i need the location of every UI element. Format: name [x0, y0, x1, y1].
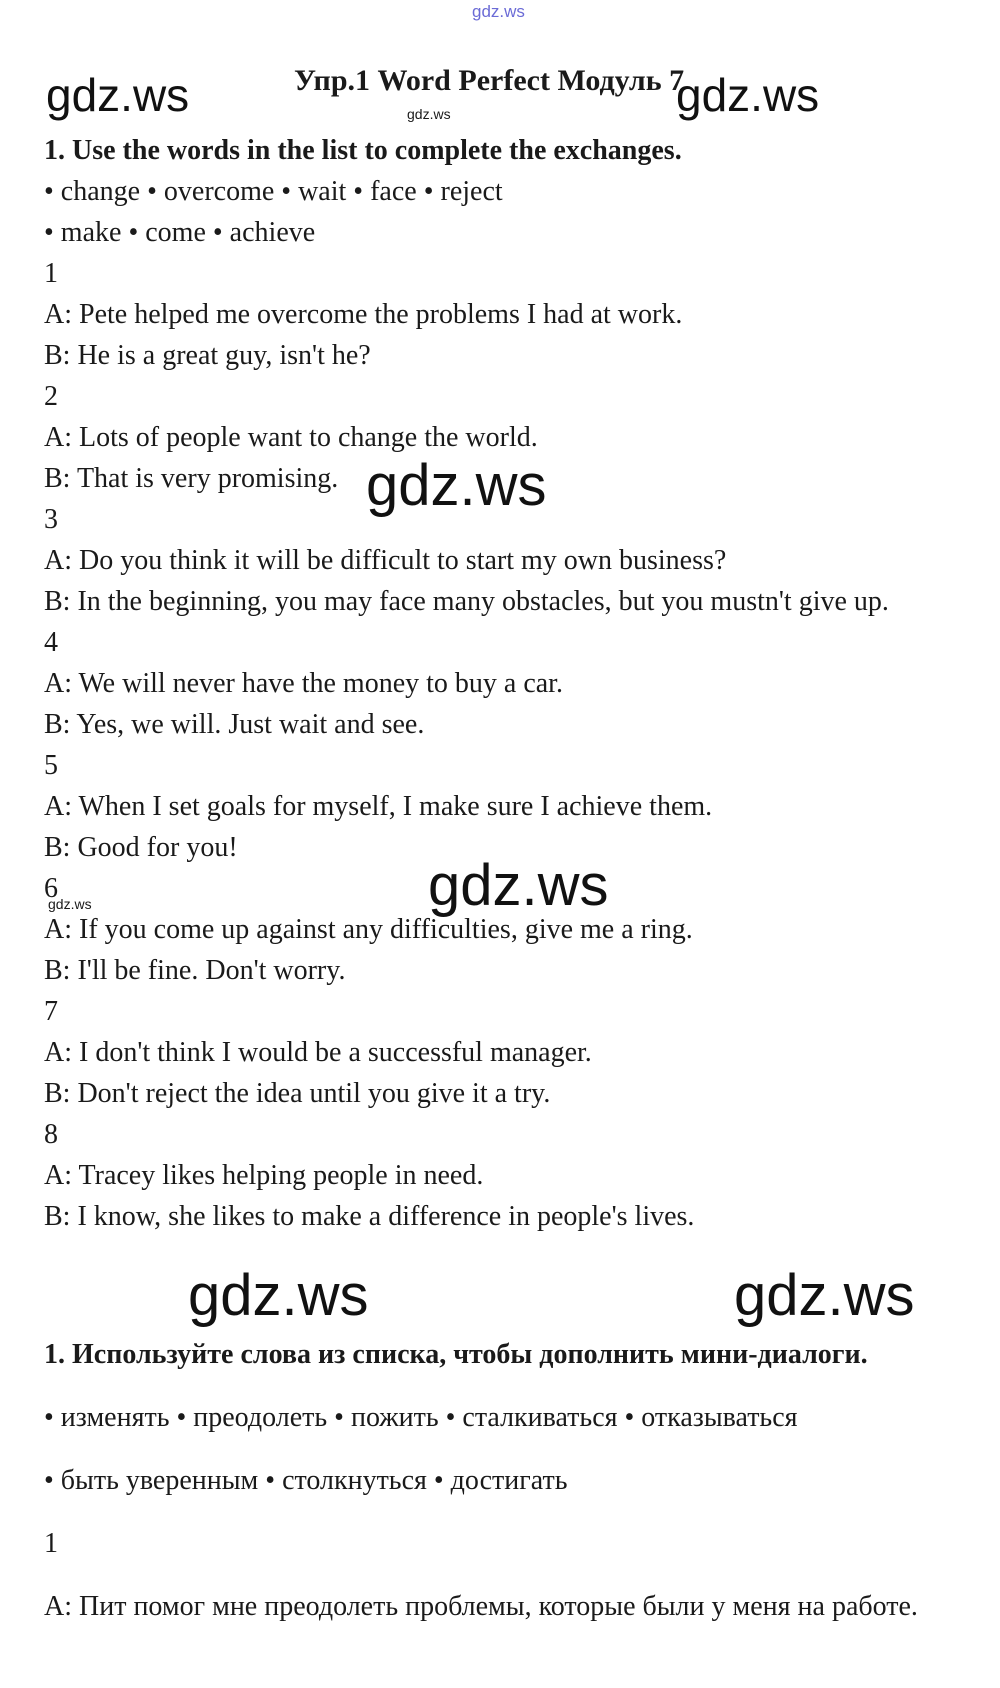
- exchange-number: 5: [44, 750, 58, 781]
- word-list-line-1: • change • overcome • wait • face • reject: [44, 176, 503, 207]
- exchange-1: [44, 253, 944, 376]
- line-b: B: I know, she likes to make a difference in people's lives.: [44, 1201, 695, 1232]
- line-a: A: When I set goals for myself, I make sure I achieve them.: [44, 791, 713, 822]
- exchange-7: [44, 991, 944, 1114]
- word-list-line-2: • make • come • achieve: [44, 217, 316, 248]
- line-a: A: Lots of people want to change the world.: [44, 422, 538, 453]
- russian-word-list-line-1: • изменять • преодолеть • пожить • сталкиваться • отказываться: [44, 1402, 798, 1433]
- exchange-3: [44, 499, 944, 622]
- line-a: A: Pete helped me overcome the problems I had at work.: [44, 299, 683, 330]
- title-watermark-small: gdz.ws: [407, 106, 451, 122]
- exchange-5: [44, 745, 944, 868]
- line-a: A: If you come up against any difficulties, give me a ring.: [44, 914, 693, 945]
- line-b: B: I'll be fine. Don't worry.: [44, 955, 346, 986]
- russian-exchange-number: 1: [44, 1528, 58, 1559]
- line-b: B: Yes, we will. Just wait and see.: [44, 709, 425, 740]
- top-watermark: gdz.ws: [472, 2, 525, 21]
- line-b: B: That is very promising.: [44, 463, 339, 494]
- exchange-number: 8: [44, 1119, 58, 1150]
- english-exercise: [44, 130, 944, 1237]
- exchange-6: [44, 868, 944, 991]
- watermark-center-upper: gdz.ws: [366, 453, 547, 518]
- watermark-center-lower: gdz.ws: [428, 853, 609, 918]
- exchange-number: 4: [44, 627, 58, 658]
- line-a: A: I don't think I would be a successful manager.: [44, 1037, 592, 1068]
- russian-exercise: [44, 1335, 954, 1627]
- line-a: A: We will never have the money to buy a car.: [44, 668, 563, 699]
- exchange-4: [44, 622, 944, 745]
- russian-line-a: А: Пит помог мне преодолеть проблемы, которые были у меня на работе.: [44, 1591, 918, 1622]
- line-b: B: He is a great guy, isn't he?: [44, 340, 371, 371]
- line-b: B: Don't reject the idea until you give it a try.: [44, 1078, 551, 1109]
- exchange-number: 6: [44, 873, 58, 904]
- russian-word-list-line-2: • быть уверенным • столкнуться • достигать: [44, 1465, 568, 1496]
- exchange-8: [44, 1114, 944, 1237]
- line-a: A: Do you think it will be difficult to start my own business?: [44, 545, 727, 576]
- exchange-number: 1: [44, 258, 58, 289]
- line-b: B: Good for you!: [44, 832, 238, 863]
- exchange-number: 3: [44, 504, 58, 535]
- watermark-bottom-left: gdz.ws: [188, 1263, 369, 1328]
- exercise-heading: 1. Use the words in the list to complete the exchanges.: [44, 135, 682, 166]
- watermark-bottom-right: gdz.ws: [734, 1263, 915, 1328]
- line-a: A: Tracey likes helping people in need.: [44, 1160, 484, 1191]
- exchange-number: 2: [44, 381, 58, 412]
- watermark-top-right: gdz.ws: [676, 69, 820, 121]
- exchange-number: 7: [44, 996, 58, 1027]
- page-title: Упр.1 Word Perfect Модуль 7: [294, 64, 685, 97]
- exchange-2: [44, 376, 944, 499]
- line-b: B: In the beginning, you may face many obstacles, but you mustn't give up.: [44, 586, 889, 617]
- watermark-top-left: gdz.ws: [46, 69, 190, 121]
- watermark-small-left: gdz.ws: [48, 896, 92, 912]
- russian-heading: 1. Используйте слова из списка, чтобы дополнить мини-диалоги.: [44, 1339, 868, 1370]
